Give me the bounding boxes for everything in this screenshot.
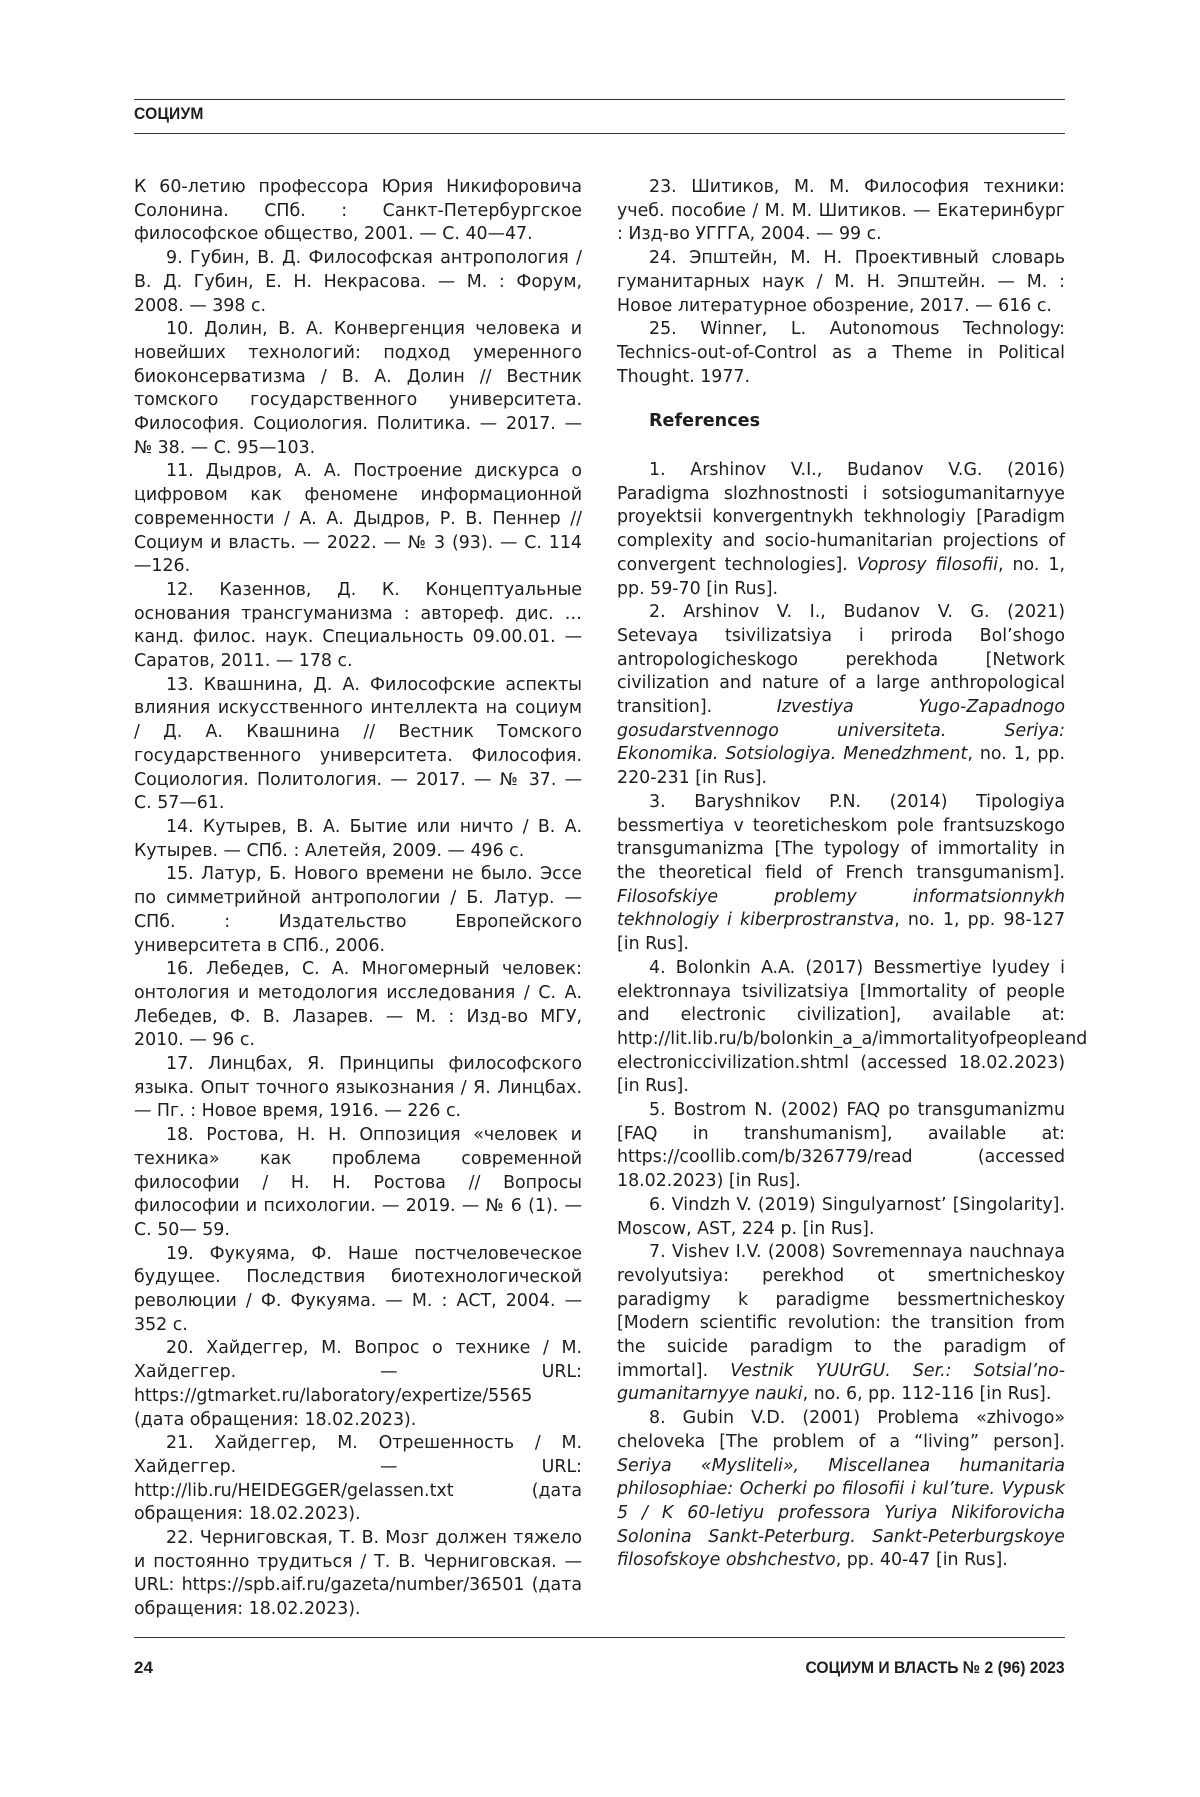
reference-source-title: Izvestiya Yugo-Zapadnogo gosudarstvennogo universiteta. Seriya: Ekonomika. Sotsiologiya. Menedzhment — [617, 697, 1065, 764]
reference-item: 10. Долин, В. А. Конвергенция человека и новейших технологий: подход умеренного биоконсерватизма / В. А. Долин // Вестник томского государственного университета. Философия. Социология. Политика. — 2017. — № 38. — С. 95—103. — [134, 318, 582, 460]
reference-item: 24. Эпштейн, М. Н. Проективный словарь гуманитарных наук / М. Н. Эпштейн. — М. : Новое литературное обозрение, 2017. — 616 с. — [617, 247, 1065, 318]
reference-source-title: Filosofskiye problemy informatsionnykh tekhnologiy i kiberprostranstva — [617, 887, 1065, 931]
reference-item: 20. Хайдеггер, М. Вопрос о технике / М. Хайдеггер. — URL: https://gtmarket.ru/laboratory/expertize/5565 (дата обращения: 18.02.2023). — [134, 1337, 582, 1432]
reference-text: 3. Baryshnikov P.N. (2014) Tipologiya bessmertiya v teoreticheskom pole frantsuzskogo transgumanizma [The typology of immortality in the theoretical field of French transgumanism]. — [617, 792, 1065, 883]
header-bottom-rule — [134, 133, 1065, 134]
journal-title: СОЦИУМ И ВЛАСТЬ № 2 (96) 2023 — [806, 1658, 1065, 1678]
references-heading: References — [649, 410, 1065, 434]
reference-item: 25. Winner, L. Autonomous Technology: Technics-out-of-Control as a Theme in Political Thought. 1977. — [617, 318, 1065, 389]
page-number: 24 — [134, 1658, 153, 1678]
reference-item: 15. Латур, Б. Нового времени не было. Эссе по симметрийной антропологии / Б. Латур. — СПб. : Издательство Европейского университета в СПб., 2006. — [134, 863, 582, 958]
reference-text: 1. Arshinov V.I., Budanov V.G. (2016) Paradigma slozhnostnosti i sotsiogumanitarnyye proyektsii konvergentnykh tekhnologiy [Paradigm complexity and socio-humanitarian projections of convergent technologies]. — [617, 460, 1065, 575]
reference-item: 11. Дыдров, А. А. Построение дискурса о цифровом как феномене информационной современности / А. А. Дыдров, Р. В. Пеннер // Социум и власть. — 2022. — № 3 (93). — С. 114—126. — [134, 460, 582, 579]
header-top-rule — [134, 99, 1065, 100]
reference-item — [617, 459, 1065, 601]
reference-text: 2. Arshinov V. I., Budanov V. G. (2021) Setevaya tsivilizatsiya i priroda Bol’shogo antropologicheskogo perekhoda [Network civilization and nature of a large anthropological transition]. — [617, 602, 1065, 717]
reference-item — [617, 1241, 1065, 1407]
reference-text: 8. Gubin V.D. (2001) Problema «zhivogo» cheloveka [The problem of a “living” person]. — [617, 1408, 1065, 1452]
reference-item: 9. Губин, В. Д. Философская антропология / В. Д. Губин, Е. Н. Некрасова. — М. : Форум, 2008. — 398 с. — [134, 247, 582, 318]
reference-text: 7. Vishev I.V. (2008) Sovremennaya nauchnaya revolyutsiya: perekhod ot smertnicheskoy paradigmy k paradigme bessmertnicheskoy [Modern scientific revolution: the transition from the suicide paradigm to the paradigm of immortal]. — [617, 1242, 1065, 1381]
reference-item: 23. Шитиков, М. М. Философия техники: учеб. пособие / М. М. Шитиков. — Екатеринбург : Изд-во УГГГА, 2004. — 99 с. — [617, 176, 1065, 247]
reference-item: 5. Bostrom N. (2002) FAQ po transgumanizmu [FAQ in transhumanism], available at: https://coollib.com/b/326779/read (accessed 18.02.2023) [in Rus]. — [617, 1099, 1065, 1194]
reference-item: 22. Черниговская, Т. В. Мозг должен тяжело и постоянно трудиться / Т. В. Черниговская. — URL: https://spb.aif.ru/gazeta/number/36501 (дата обращения: 18.02.2023). — [134, 1527, 582, 1622]
reference-item: 6. Vindzh V. (2019) Singulyarnost’ [Singolarity]. Moscow, AST, 224 p. [in Rus]. — [617, 1194, 1065, 1241]
reference-item: К 60-летию профессора Юрия Никифоровича Солонина. СПб. : Санкт-Петербургское философское общество, 2001. — С. 40—47. — [134, 176, 582, 247]
reference-item: 13. Квашнина, Д. А. Философские аспекты влияния искусственного интеллекта на социум / Д. А. Квашнина // Вестник Томского государственного университета. Философия. Социология. Политология. — 2017. — № 37. — С. 57—61. — [134, 674, 582, 816]
reference-text: , pp. 40-47 [in Rus]. — [836, 1550, 1008, 1570]
running-title: СОЦИУМ — [134, 104, 204, 124]
footer-rule — [134, 1637, 1065, 1638]
reference-item: 14. Кутырев, В. А. Бытие или ничто / В. А. Кутырев. — СПб. : Алетейя, 2009. — 496 с. — [134, 816, 582, 863]
reference-item: 4. Bolonkin A.A. (2017) Bessmertiye lyudey i elektronnaya tsivilizatsiya [Immortality of people and electronic civilization], available at: http://lit.lib.ru/b/bolonkin_a_a/immortalityofpeopleand electroniccivilization.shtml (accessed 18.02.2023) [in Rus]. — [617, 957, 1065, 1099]
reference-text: , no. 6, pp. 112-116 [in Rus]. — [803, 1384, 1052, 1404]
reference-item — [617, 791, 1065, 957]
reference-item: 18. Ростова, Н. Н. Оппозиция «человек и техника» как проблема современной философии / Н. Н. Ростова // Вопросы философии и психологии. — 2019. — № 6 (1). — С. 50— 59. — [134, 1124, 582, 1243]
reference-source-title: Vestnik YUUrGU. Ser.: Sotsial’no-gumanitarnyye nauki — [617, 1361, 1065, 1405]
reference-source-title: Seriya «Mysliteli», Miscellanea humanitaria philosophiae: Ocherki po filosofii i kul’ture. Vypusk 5 / K 60-letiyu professora Yuriya Nikiforovicha Solonina Sankt-Peterburg. Sankt-Peterburgskoye filosofskoye obshchestvo — [617, 1456, 1065, 1571]
reference-item: 17. Линцбах, Я. Принципы философского языка. Опыт точного языкознания / Я. Линцбах. — Пг. : Новое время, 1916. — 226 с. — [134, 1053, 582, 1124]
reference-text: , no. 1, pp. 59-70 [in Rus]. — [617, 555, 1065, 599]
reference-text: , no. 1, pp. 98-127 [in Rus]. — [617, 910, 1065, 954]
reference-item: 16. Лебедев, С. А. Многомерный человек: онтология и методология исследования / С. А. Лебедев, Ф. В. Лазарев. — М. : Изд-во МГУ, 2010. — 96 с. — [134, 958, 582, 1053]
left-column — [134, 176, 582, 1622]
reference-item: 19. Фукуяма, Ф. Наше постчеловеческое будущее. Последствия биотехнологической революции / Ф. Фукуяма. — М. : АСТ, 2004. — 352 с. — [134, 1243, 582, 1338]
reference-source-title: Voprosy filosofii — [857, 555, 998, 575]
reference-item: 12. Казеннов, Д. К. Концептуальные основания трансгуманизма : автореф. дис. … канд. филос. наук. Специальность 09.00.01. — Саратов, 2011. — 178 с. — [134, 579, 582, 674]
reference-text: , no. 1, pp. 220-231 [in Rus]. — [617, 744, 1065, 788]
reference-item: 21. Хайдеггер, М. Отрешенность / М. Хайдеггер. — URL: http://lib.ru/HEIDEGGER/gelassen.txt (дата обращения: 18.02.2023). — [134, 1432, 582, 1527]
right-column — [617, 176, 1065, 1573]
reference-item — [617, 1407, 1065, 1573]
reference-item — [617, 601, 1065, 791]
